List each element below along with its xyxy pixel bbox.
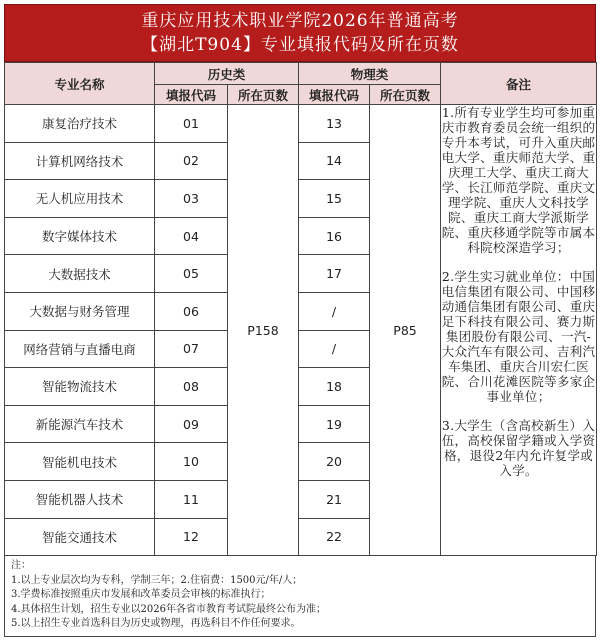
history-code: 04 (155, 217, 228, 255)
note-2: 2.学生实习就业单位：中国电信集团有限公司、中国移动通信集团有限公司、重庆足下科技有限公司、赛力斯集团股份有限公司、一汽-大众汽车有限公司、吉利汽车集团、重庆合川宏仁医院、合川花滩医院等多家企事业单位； (441, 269, 596, 404)
footer-line: 5.以上招生专业首选科目为历史或物理，再选科目不作任何要求。 (11, 618, 301, 629)
physics-code: 17 (299, 255, 370, 293)
footer-line: 1.以上专业层次均为专科，学制三年；2.住宿费：1500元/年/人； (11, 574, 303, 586)
physics-code: 16 (299, 217, 370, 255)
history-code: 02 (155, 142, 228, 180)
footer-line: 注： (11, 560, 31, 571)
history-code: 07 (155, 330, 228, 368)
note-3: 3.大学生（含高校新生）入伍，高校保留学籍或入学资格，退役2年内允许复学或入学。 (441, 418, 596, 478)
notes-cell (441, 105, 597, 556)
major-name: 数字媒体技术 (5, 217, 155, 255)
major-name: 智能机器人技术 (5, 480, 155, 518)
col-header-physics: 物理类 (299, 63, 441, 85)
header-title-line2: 【湖北T904】专业填报代码及所在页数 (141, 35, 459, 55)
major-name: 康复治疗技术 (5, 105, 155, 143)
subheader-physics-page: 所在页数 (370, 85, 441, 105)
major-name: 智能物流技术 (5, 368, 155, 406)
physics-code: / (299, 330, 370, 368)
major-name: 智能机电技术 (5, 443, 155, 481)
history-code: 11 (155, 480, 228, 518)
footer-line: 4.具体招生计划，招生专业以2026年各省市教育考试院最终公布为准； (11, 603, 326, 615)
physics-code: 13 (299, 105, 370, 143)
physics-page: P85 (370, 105, 441, 556)
major-name: 网络营销与直播电商 (5, 330, 155, 368)
note-1: 1.所有专业学生均可参加重庆市教育委员会统一组织的专升本考试，可升入重庆邮电大学、重庆师范大学、重庆理工大学、重庆工商大学、长江师范学院、重庆文理学院、重庆人文科技学院、重庆工商大学派斯学院、重庆移通学院等市属本科院校深造学习； (441, 105, 596, 255)
major-code-table (4, 62, 597, 556)
footer-notes (4, 555, 596, 637)
history-code: 05 (155, 255, 228, 293)
physics-code: 22 (299, 518, 370, 556)
header-title-line1: 重庆应用技术职业学院2026年普通高考 (141, 11, 459, 31)
history-code: 03 (155, 180, 228, 218)
physics-code: 14 (299, 142, 370, 180)
page-header (4, 4, 596, 62)
major-name: 大数据技术 (5, 255, 155, 293)
physics-code: 19 (299, 405, 370, 443)
footer-line: 3.学费标准按照重庆市发展和改革委员会审核的标准执行； (11, 589, 271, 600)
history-code: 01 (155, 105, 228, 143)
history-page: P158 (228, 105, 299, 556)
subheader-history-page: 所在页数 (228, 85, 299, 105)
history-code: 06 (155, 292, 228, 330)
history-code: 09 (155, 405, 228, 443)
physics-code: / (299, 292, 370, 330)
col-header-notes: 备注 (441, 63, 597, 105)
physics-code: 18 (299, 368, 370, 406)
subheader-history-code: 填报代码 (155, 85, 228, 105)
physics-code: 15 (299, 180, 370, 218)
physics-code: 21 (299, 480, 370, 518)
table-row (5, 105, 597, 143)
major-name: 新能源汽车技术 (5, 405, 155, 443)
subheader-physics-code: 填报代码 (299, 85, 370, 105)
col-header-history: 历史类 (155, 63, 299, 85)
history-code: 10 (155, 443, 228, 481)
major-name: 智能交通技术 (5, 518, 155, 556)
physics-code: 20 (299, 443, 370, 481)
major-name: 无人机应用技术 (5, 180, 155, 218)
major-name: 计算机网络技术 (5, 142, 155, 180)
col-header-major: 专业名称 (5, 63, 155, 105)
history-code: 12 (155, 518, 228, 556)
major-name: 大数据与财务管理 (5, 292, 155, 330)
history-code: 08 (155, 368, 228, 406)
